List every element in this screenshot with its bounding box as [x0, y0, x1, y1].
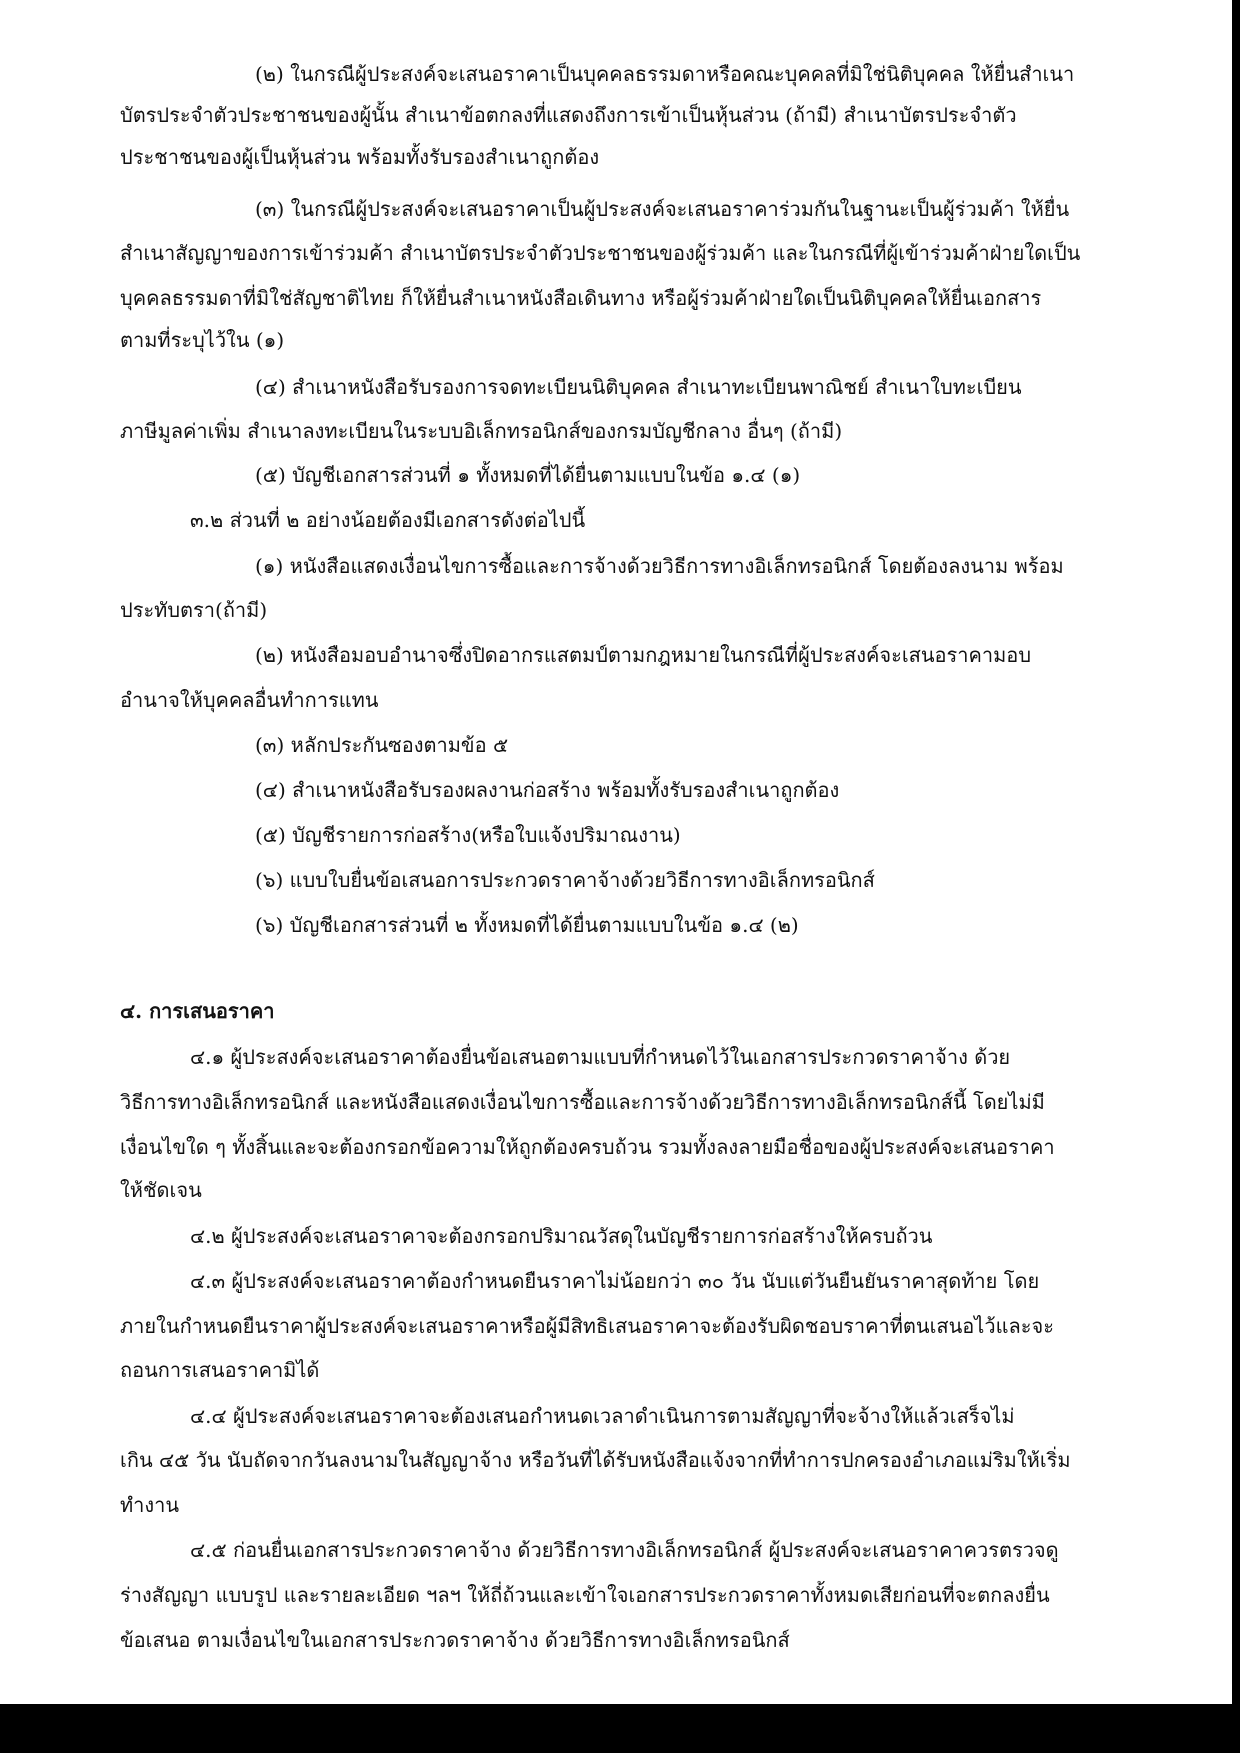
- paragraph-line: ประทับตรา(ถ้ามี): [120, 598, 268, 622]
- paragraph-line: สำเนาสัญญาของการเข้าร่วมค้า สำเนาบัตรประจำตัวประชาชนของผู้ร่วมค้า และในกรณีที่ผู้เข้าร่วมค้าฝ่ายใดเป็น: [120, 241, 1081, 265]
- paragraph-line: (๑) หนังสือแสดงเงื่อนไขการซื้อและการจ้างด้วยวิธีการทางอิเล็กทรอนิกส์ โดยต้องลงนาม พร้อม: [255, 554, 1064, 578]
- list-item: (๕) บัญชีรายการก่อสร้าง(หรือใบแจ้งปริมาณงาน): [255, 823, 681, 847]
- paragraph-line: ๔.๑ ผู้ประสงค์จะเสนอราคาต้องยื่นข้อเสนอตามแบบที่กำหนดไว้ในเอกสารประกวดราคาจ้าง ด้วย: [190, 1045, 1011, 1069]
- paragraph-line: ตามที่ระบุไว้ใน (๑): [120, 328, 285, 352]
- paragraph-line: (๕) บัญชีเอกสารส่วนที่ ๑ ทั้งหมดที่ได้ยื่นตามแบบในข้อ ๑.๔ (๑): [255, 463, 801, 487]
- list-item: (๓) หลักประกันซองตามข้อ ๕: [255, 733, 509, 757]
- list-item: (๖) บัญชีเอกสารส่วนที่ ๒ ทั้งหมดที่ได้ยื่นตามแบบในข้อ ๑.๔ (๒): [255, 913, 799, 937]
- scan-border-bottom: [0, 1704, 1240, 1753]
- paragraph-line: ๔.๔ ผู้ประสงค์จะเสนอราคาจะต้องเสนอกำหนดเวลาดำเนินการตามสัญญาที่จะจ้างให้แล้วเสร็จไม่: [190, 1404, 1015, 1428]
- paragraph-line: วิธีการทางอิเล็กทรอนิกส์ และหนังสือแสดงเงื่อนไขการซื้อและการจ้างด้วยวิธีการทางอิเล็กทรอนิกส์นี้ โดยไม่มี: [120, 1090, 1045, 1114]
- paragraph-line: ทำงาน: [120, 1493, 180, 1517]
- paragraph-line: ๔.๒ ผู้ประสงค์จะเสนอราคาจะต้องกรอกปริมาณวัสดุในบัญชีรายการก่อสร้างให้ครบถ้วน: [190, 1224, 933, 1248]
- paragraph-line: บัตรประจำตัวประชาชนของผู้นั้น สำเนาข้อตกลงที่แสดงถึงการเข้าเป็นหุ้นส่วน (ถ้ามี) สำเนาบัตรประจำตัว: [120, 103, 1017, 127]
- paragraph-line: อำนาจให้บุคคลอื่นทำการแทน: [120, 688, 379, 712]
- paragraph-line: (๒) ในกรณีผู้ประสงค์จะเสนอราคาเป็นบุคคลธรรมดาหรือคณะบุคคลที่มิใช่นิติบุคคล ให้ยื่นสำเนา: [255, 62, 1075, 86]
- paragraph-line: ๔.๓ ผู้ประสงค์จะเสนอราคาต้องกำหนดยืนราคาไม่น้อยกว่า ๓๐ วัน นับแต่วันยืนยันราคาสุดท้าย โดย: [190, 1269, 1040, 1293]
- paragraph-line: เกิน ๔๕ วัน นับถัดจากวันลงนามในสัญญาจ้าง หรือวันที่ได้รับหนังสือแจ้งจากที่ทำการปกครองอำเภอแม่ริมให้เริ่ม: [120, 1448, 1071, 1472]
- paragraph-line: บุคคลธรรมดาที่มิใช่สัญชาติไทย ก็ให้ยื่นสำเนาหนังสือเดินทาง หรือผู้ร่วมค้าฝ่ายใดเป็นนิติบุคคลให้ยื่นเอกสาร: [120, 286, 1042, 310]
- paragraph-line: ให้ชัดเจน: [120, 1178, 202, 1202]
- section-subheading: ๓.๒ ส่วนที่ ๒ อย่างน้อยต้องมีเอกสารดังต่อไปนี้: [190, 508, 586, 532]
- paragraph-line: ร่างสัญญา แบบรูป และรายละเอียด ฯลฯ ให้ถี่ถ้วนและเข้าใจเอกสารประกวดราคาทั้งหมดเสียก่อนที่จะตกลงยื่น: [120, 1583, 1050, 1607]
- paragraph-line: (๓) ในกรณีผู้ประสงค์จะเสนอราคาเป็นผู้ประสงค์จะเสนอราคาร่วมกันในฐานะเป็นผู้ร่วมค้า ให้ยื่น: [255, 197, 1070, 221]
- paragraph-line: ประชาชนของผู้เป็นหุ้นส่วน พร้อมทั้งรับรองสำเนาถูกต้อง: [120, 145, 600, 169]
- list-item: (๔) สำเนาหนังสือรับรองผลงานก่อสร้าง พร้อมทั้งรับรองสำเนาถูกต้อง: [255, 778, 840, 802]
- paragraph-line: (๔) สำเนาหนังสือรับรองการจดทะเบียนนิติบุคคล สำเนาทะเบียนพาณิชย์ สำเนาใบทะเบียน: [255, 375, 1022, 399]
- paragraph-line: ข้อเสนอ ตามเงื่อนไขในเอกสารประกวดราคาจ้าง ด้วยวิธีการทางอิเล็กทรอนิกส์: [120, 1628, 790, 1652]
- paragraph-line: ภาษีมูลค่าเพิ่ม สำเนาลงทะเบียนในระบบอิเล็กทรอนิกส์ของกรมบัญชีกลาง อื่นๆ (ถ้ามี): [120, 419, 843, 443]
- section-heading: ๔. การเสนอราคา: [120, 999, 275, 1023]
- paragraph-line: ถอนการเสนอราคามิได้: [120, 1358, 320, 1382]
- paragraph-line: ภายในกำหนดยืนราคาผู้ประสงค์จะเสนอราคาหรือผู้มีสิทธิเสนอราคาจะต้องรับผิดชอบราคาที่ตนเสนอไว้และจะ: [120, 1314, 1054, 1338]
- scan-border-right: [1232, 0, 1240, 1704]
- paragraph-line: เงื่อนไขใด ๆ ทั้งสิ้นและจะต้องกรอกข้อความให้ถูกต้องครบถ้วน รวมทั้งลงลายมือชื่อของผู้ประสงค์จะเสนอราคา: [120, 1135, 1055, 1159]
- list-item: (๖) แบบใบยื่นข้อเสนอการประกวดราคาจ้างด้วยวิธีการทางอิเล็กทรอนิกส์: [255, 868, 875, 892]
- paragraph-line: (๒) หนังสือมอบอำนาจซึ่งปิดอากรแสตมป์ตามกฎหมายในกรณีที่ผู้ประสงค์จะเสนอราคามอบ: [255, 643, 1032, 667]
- paragraph-line: ๔.๕ ก่อนยื่นเอกสารประกวดราคาจ้าง ด้วยวิธีการทางอิเล็กทรอนิกส์ ผู้ประสงค์จะเสนอราคาควรตรวจดู: [190, 1538, 1059, 1562]
